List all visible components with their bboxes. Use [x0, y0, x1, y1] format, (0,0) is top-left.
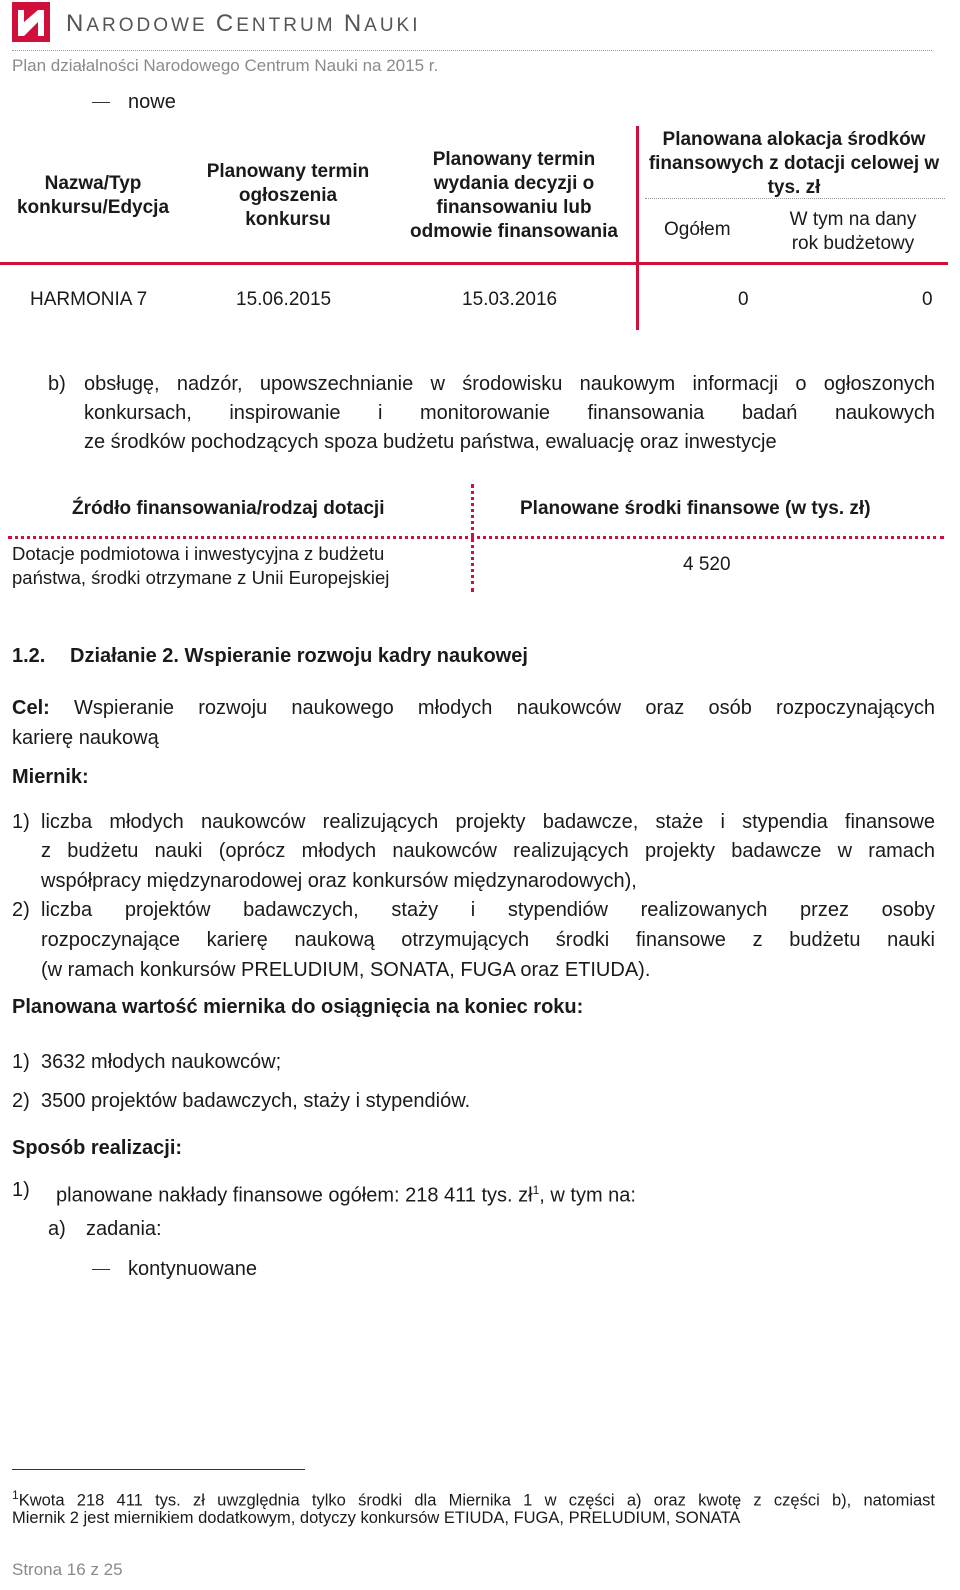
- realization-item-number: 1): [12, 1179, 30, 1201]
- section-b-label: b): [48, 373, 66, 395]
- col-header-funds: Planowane środki finansowe (w tys. zł): [520, 498, 871, 519]
- header-row-border: [0, 262, 948, 265]
- measure-item-line: rozpoczynające karierę naukową otrzymujących środki finansowe z budżetu nauki: [41, 929, 935, 951]
- cell-source: Dotacje podmiotowa i inwestycyjna z budżetu państwa, środki otrzymane z Unii Europejskiej: [12, 543, 390, 588]
- dash-list-item: nowe: [92, 91, 176, 114]
- goal-line: karierę naukową: [12, 727, 159, 749]
- col-header-total: Ogółem: [664, 219, 731, 240]
- org-name: NARODOWE CENTRUM NAUKI: [66, 10, 421, 37]
- dash-bullet: [92, 102, 110, 103]
- footnote-ref[interactable]: 1: [532, 1183, 540, 1197]
- target-item-text: 3500 projektów badawczych, staży i stypendiów.: [41, 1090, 471, 1112]
- dash-bullet: [92, 1269, 110, 1270]
- cell-total: 0: [738, 289, 749, 310]
- cell-name: HARMONIA 7: [30, 289, 148, 310]
- funding-column-divider: [471, 484, 474, 592]
- page-number: Strona 16 z 25: [12, 1560, 123, 1579]
- col-header-decision: Planowany termin wydania decyzji o finansowaniu lub odmowie finansowania: [410, 149, 618, 242]
- col-header-year: W tym na dany rok budżetowy: [789, 209, 917, 254]
- footnote-line: Miernik 2 jest miernikiem dodatkowym, dotyczy konkursów ETIUDA, FUGA, PRELUDIUM, SONATA: [12, 1509, 741, 1527]
- col-header-announce: Planowany termin ogłoszenia konkursu: [206, 161, 370, 230]
- section-b-line: obsługę, nadzór, upowszechnianie w środowisku naukowym informacji o ogłoszonych: [84, 373, 935, 395]
- goal-line: Cel: Wspieranie rozwoju naukowego młodych naukowców oraz osób rozpoczynających: [12, 697, 935, 719]
- section-b-line: ze środków pochodzących spoza budżetu państwa, ewaluację oraz inwestycje: [84, 431, 777, 453]
- section-number: 1.2.: [12, 645, 46, 667]
- measure-item-line: (w ramach konkursów PRELUDIUM, SONATA, FUGA oraz ETIUDA).: [41, 959, 651, 981]
- col-header-allocation: Planowana alokacja środków finansowych z dotacji celowej w tys. zł: [648, 129, 940, 198]
- measure-label: Miernik:: [12, 766, 89, 788]
- measure-item-line: z budżetu nauki (oprócz młodych naukowców realizujących projekty badawcze w ramach: [41, 840, 935, 862]
- column-divider: [636, 126, 639, 330]
- cell-decision: 15.03.2016: [462, 289, 558, 310]
- measure-item-number: 1): [12, 811, 30, 833]
- header-divider: [12, 50, 932, 51]
- measure-item-number: 2): [12, 899, 30, 921]
- target-item-number: 1): [12, 1051, 30, 1073]
- target-label: Planowana wartość miernika do osiągnięcia na koniec roku:: [12, 996, 584, 1018]
- col-header-source: Źródło finansowania/rodzaj dotacji: [72, 498, 385, 519]
- plan-title: Plan działalności Narodowego Centrum Nauki na 2015 r.: [12, 56, 439, 75]
- cell-announce: 15.06.2015: [236, 289, 332, 310]
- ncn-logo: [12, 2, 50, 42]
- realization-sub-text: zadania:: [86, 1218, 162, 1240]
- funding-header-border: [8, 536, 944, 539]
- header-subdivider: [645, 198, 945, 199]
- section-title: Działanie 2. Wspieranie rozwoju kadry naukowej: [70, 645, 528, 667]
- section-b-line: konkursach, inspirowanie i monitorowanie finansowania badań naukowych: [84, 402, 935, 424]
- target-item-number: 2): [12, 1090, 30, 1112]
- measure-item-line: współpracy międzynarodowej oraz konkursów międzynarodowych),: [41, 870, 637, 892]
- measure-item-line: liczba młodych naukowców realizujących projekty badawcze, staże i stypendia finansowe: [41, 811, 935, 833]
- realization-item-text: planowane nakłady finansowe ogółem: 218 411 tys. $zł^1$, w tym na:: [56, 1183, 636, 1207]
- col-header-name: Nazwa/Typ konkursu/Edycja: [16, 173, 170, 218]
- realization-sub-label: a): [48, 1218, 66, 1240]
- cell-funds: 4 520: [683, 554, 731, 575]
- cell-year: 0: [922, 289, 933, 310]
- footnote-line: $^1$Kwota 218 411 tys. zł uwzględnia tylko środki dla Miernika 1 w części a) oraz kwotę z części b), natomiast: [12, 1488, 935, 1510]
- realization-label: Sposób realizacji:: [12, 1137, 183, 1159]
- target-item-text: 3632 młodych naukowców;: [41, 1051, 282, 1073]
- dash-list-item: kontynuowane: [92, 1254, 257, 1284]
- footnote-divider: [12, 1469, 305, 1470]
- measure-item-line: liczba projektów badawczych, staży i stypendiów realizowanych przez osoby: [41, 899, 935, 921]
